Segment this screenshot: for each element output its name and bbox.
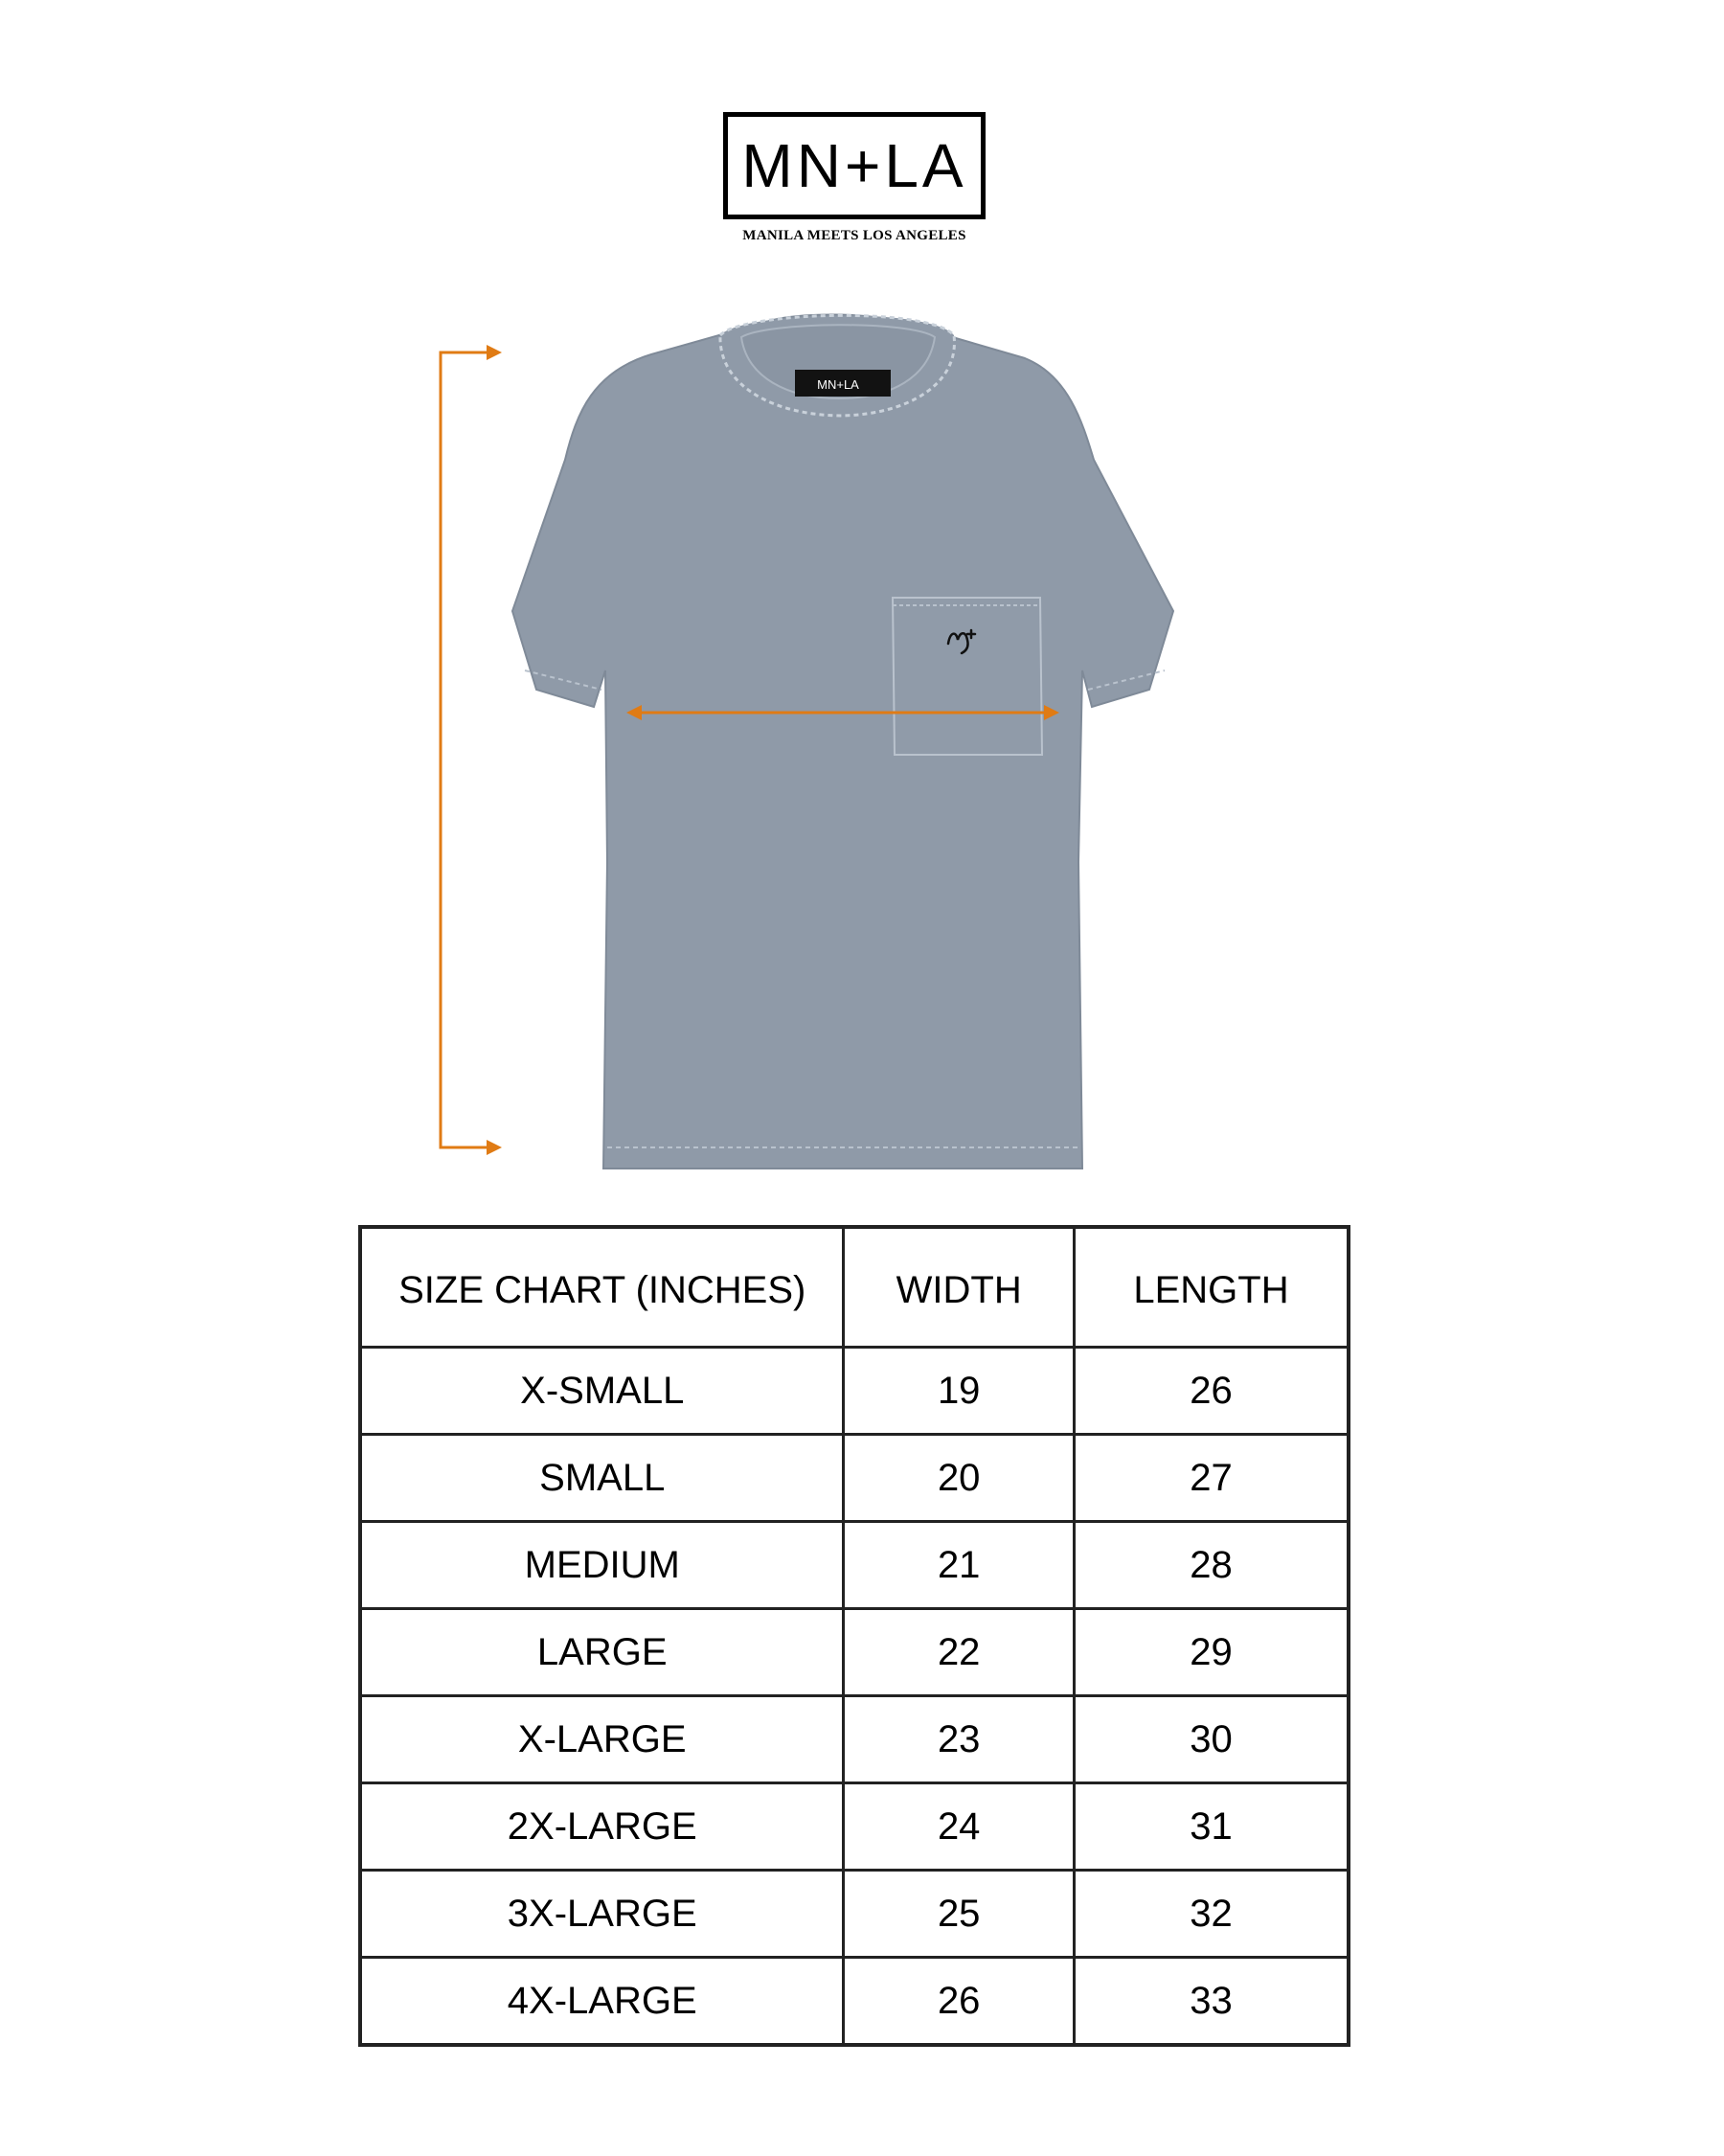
header-width: WIDTH bbox=[844, 1227, 1074, 1348]
width-cell: 21 bbox=[844, 1522, 1074, 1609]
width-cell: 25 bbox=[844, 1871, 1074, 1958]
table-row bbox=[360, 1871, 1349, 1958]
width-cell: 24 bbox=[844, 1783, 1074, 1871]
table-row bbox=[360, 1783, 1349, 1871]
size-chart-table bbox=[358, 1225, 1350, 2047]
shirt-body bbox=[512, 315, 1173, 1169]
header-length: LENGTH bbox=[1074, 1227, 1349, 1348]
width-cell: 26 bbox=[844, 1958, 1074, 2046]
header-size-chart: SIZE CHART (INCHES) bbox=[360, 1227, 844, 1348]
length-cell: 31 bbox=[1074, 1783, 1349, 1871]
length-cell: 29 bbox=[1074, 1609, 1349, 1696]
shirt-illustration bbox=[412, 306, 1274, 1178]
width-cell: 19 bbox=[844, 1348, 1074, 1435]
logo-text: MN+LA bbox=[741, 131, 967, 200]
size-cell: MEDIUM bbox=[360, 1522, 844, 1609]
length-cell: 27 bbox=[1074, 1435, 1349, 1522]
width-cell: 23 bbox=[844, 1696, 1074, 1783]
size-cell: 2X-LARGE bbox=[360, 1783, 844, 1871]
table-row bbox=[360, 1522, 1349, 1609]
size-cell: X-LARGE bbox=[360, 1696, 844, 1783]
size-cell: 4X-LARGE bbox=[360, 1958, 844, 2046]
width-cell: 22 bbox=[844, 1609, 1074, 1696]
length-cell: 30 bbox=[1074, 1696, 1349, 1783]
neck-label-text: MN+LA bbox=[817, 377, 859, 392]
length-cell: 33 bbox=[1074, 1958, 1349, 2046]
length-arrow bbox=[441, 345, 502, 1155]
size-cell: 3X-LARGE bbox=[360, 1871, 844, 1958]
table-row bbox=[360, 1958, 1349, 2046]
size-cell: LARGE bbox=[360, 1609, 844, 1696]
length-cell: 26 bbox=[1074, 1348, 1349, 1435]
table-row bbox=[360, 1435, 1349, 1522]
brand-tagline: MANILA MEETS LOS ANGELES bbox=[742, 228, 966, 243]
length-cell: 28 bbox=[1074, 1522, 1349, 1609]
table-row bbox=[360, 1348, 1349, 1435]
table-row bbox=[360, 1696, 1349, 1783]
width-cell: 20 bbox=[844, 1435, 1074, 1522]
size-cell: SMALL bbox=[360, 1435, 844, 1522]
chest-pocket bbox=[893, 598, 1042, 755]
size-chart-header-row bbox=[360, 1227, 1349, 1348]
length-cell: 32 bbox=[1074, 1871, 1349, 1958]
brand-logo bbox=[723, 112, 986, 219]
size-cell: X-SMALL bbox=[360, 1348, 844, 1435]
table-row bbox=[360, 1609, 1349, 1696]
